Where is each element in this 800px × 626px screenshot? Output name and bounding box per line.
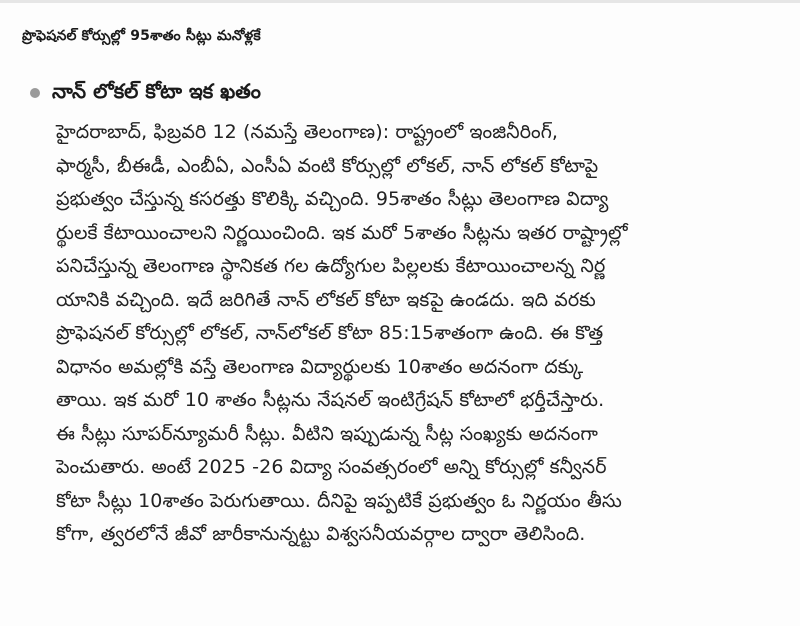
body-line: ఈ సీట్లు సూపర్‌న్యూమరీ సీట్లు. వీటిని ఇప్పుడున్న సీట్ల సంఖ్యకు అదనంగా [56, 422, 598, 445]
article-subheading: నాన్ లోకల్ కోటా ఇక ఖతం [52, 78, 261, 103]
body-line: ఫార్మసీ, బీఈడీ, ఎంబీఏ, ఎంసీఏ వంటి కోర్సుల్లో లోకల్, నాన్ లోకల్ కోటాపై [56, 154, 599, 177]
body-line: విధానం అమల్లోకి వస్తే తెలంగాణ విద్యార్థులకు 10శాతం అదనంగా దక్కు [56, 355, 584, 378]
top-edge-rule [0, 0, 800, 3]
body-line: పనిచేస్తున్న తెలంగాణ స్థానికత గల ఉద్యోగుల పిల్లలకు కేటాయించాలన్న నిర్ణ [56, 255, 606, 277]
body-line: ప్రొఫెషనల్ కోర్సుల్లో లోకల్, నాన్‌లోకల్ కోటా 85:15శాతంగా ఉంది. ఈ కొత్త [56, 322, 604, 344]
body-line: హైదరాబాద్, ఫిబ్రవరి 12 (నమస్తే తెలంగాణ): రాష్ట్రంలో ఇంజినీరింగ్, [56, 121, 559, 143]
article-headline: ప్రొఫెషనల్ కోర్సుల్లో 95శాతం సీట్లు మనోళ్లకే [22, 28, 261, 44]
subheading-row [30, 78, 261, 108]
bullet-icon [30, 88, 40, 98]
body-line: పెంచుతారు. అంటే 2025 -26 విద్యా సంవత్సరంలో అన్ని కోర్సుల్లో కన్వీనర్ [56, 456, 607, 478]
body-line: కోగా, త్వరలోనే జీవో జారీకానున్నట్టు విశ్వసనీయవర్గాల ద్వారా తెలిసింది. [56, 523, 586, 545]
body-line: కోటా సీట్లు 10శాతం పెరుగుతాయి. దీనిపై ఇప్పటికే ప్రభుత్వం ఓ నిర్ణయం తీసు [56, 489, 622, 512]
body-line: యానికి వచ్చింది. ఇదే జరిగితే నాన్ లోకల్ కోటా ఇకపై ఉండదు. ఇది వరకు [56, 288, 596, 311]
body-line: తాయి. ఇక మరో 10 శాతం సీట్లను నేషనల్ ఇంటిగ్రేషన్ కోటాలో భర్తీచేస్తారు. [56, 389, 605, 411]
body-line: ప్రభుత్వం చేస్తున్న కసరత్తు కొలిక్కి వచ్చింది. 95శాతం సీట్లు తెలంగాణ విద్యా [56, 188, 609, 210]
article-body [56, 116, 776, 552]
body-line: ర్థులకే కేటాయించాలని నిర్ణయించింది. ఇక మరో 5శాతం సీట్లను ఇతర రాష్ట్రాల్లో [56, 221, 628, 244]
